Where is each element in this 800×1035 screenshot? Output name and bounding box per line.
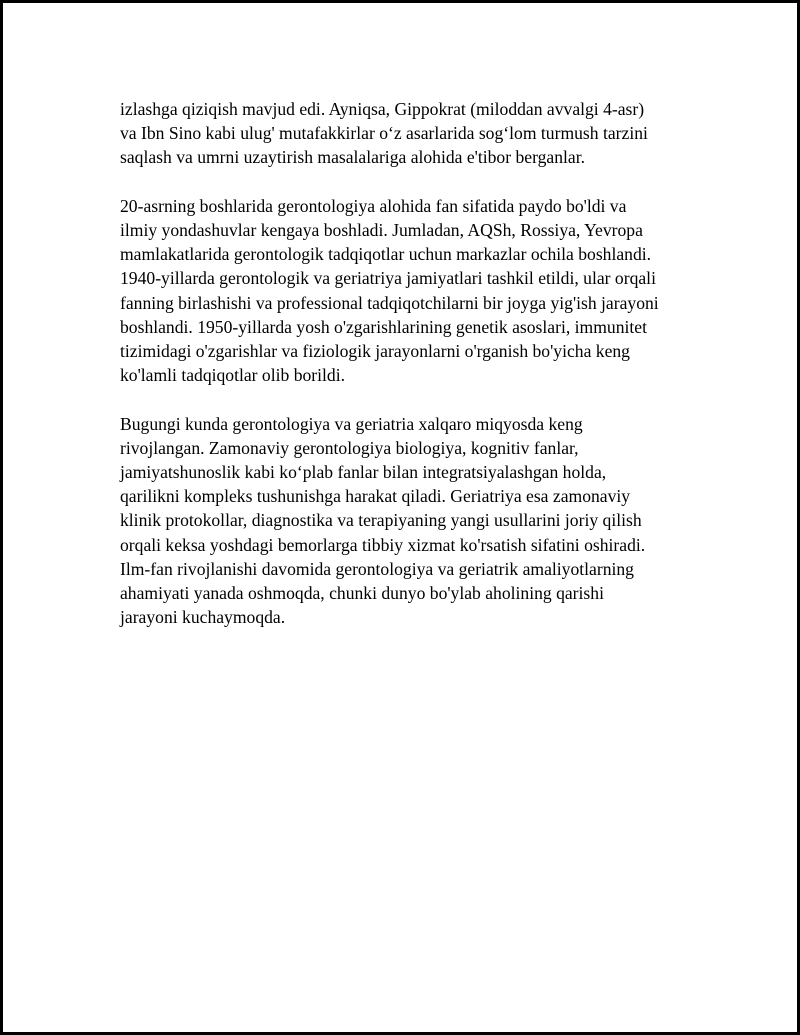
text-line: 20-asrning boshlarida gerontologiya alohida fan sifatida paydo bo'ldi va [120, 195, 627, 216]
text-line: va Ibn Sino kabi ulug' mutafakkirlar o‘z asarlarida sog‘lom turmush tarzini [120, 123, 648, 144]
text-line: orqali keksa yoshdagi bemorlarga tibbiy xizmat ko'rsatish sifatini oshiradi. [120, 534, 646, 555]
text-line: ilmiy yondashuvlar kengaya boshladi. Jumladan, AQSh, Rossiya, Yevropa [120, 220, 643, 240]
text-line: jarayoni kuchaymoqda. [120, 607, 286, 628]
text-line: fanning birlashishi va professional tadqiqotchilarni bir joyga yig'ish jarayoni [120, 292, 659, 313]
text-line: Bugungi kunda gerontologiya va geriatria xalqaro miqyosda keng [120, 413, 583, 434]
text-line: mamlakatlarida gerontologik tadqiqotlar uchun markazlar ochila boshlandi. [120, 244, 652, 265]
paragraph [120, 97, 700, 170]
text-line: boshlandi. 1950-yillarda yosh o'zgarishlarining genetik asoslari, immunitet [120, 316, 647, 337]
text-line: 1940-yillarda gerontologik va geriatriya jamiyatlari tashkil etildi, ular orqali [120, 268, 656, 289]
text-line: izlashga qiziqish mavjud edi. Ayniqsa, Gippokrat (miloddan avvalgi 4-asr) [120, 99, 645, 119]
paragraph [120, 412, 700, 630]
text-line: Ilm-fan rivojlanishi davomida gerontologiya va geriatrik amaliyotlarning [120, 558, 634, 579]
text-line: jamiyatshunoslik kabi ko‘plab fanlar bilan integratsiyalashgan holda, [120, 462, 607, 483]
text-line: ahamiyati yanada oshmoqda, chunki dunyo bo'ylab aholining qarishi [120, 583, 604, 604]
text-line: qarilikni kompleks tushunishga harakat qiladi. Geriatriya esa zamonaviy [120, 486, 631, 507]
text-line: saqlash va umrni uzaytirish masalalariga alohida e'tibor berganlar. [120, 147, 586, 168]
text-line: rivojlangan. Zamonaviy gerontologiya biologiya, kognitiv fanlar, [120, 437, 579, 458]
text-line: tizimidagi o'zgarishlar va fiziologik jarayonlarni o'rganish bo'yicha keng [120, 341, 630, 362]
text-line: ko'lamli tadqiqotlar olib borildi. [120, 365, 346, 386]
text-line: klinik protokollar, diagnostika va terapiyaning yangi usullarini joriy qilish [120, 510, 642, 531]
document-body [120, 97, 700, 654]
paragraph [120, 194, 700, 388]
